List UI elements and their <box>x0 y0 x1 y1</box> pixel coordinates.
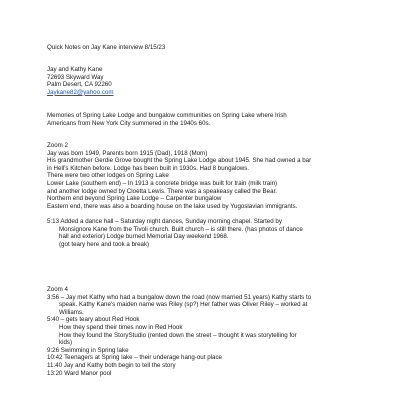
entry-513-line: (got teary here and took a break) <box>59 240 150 248</box>
entry-513-line: Monsignore Kane from the Tivoli church. Built church – is still there. (has photos of dance <box>59 225 303 233</box>
contact-block <box>47 66 370 96</box>
zoom4-entry: speak. Kathy Kane's maiden name was Riley (sp?) Her father was Oliver Riley – worked at <box>59 301 308 309</box>
zoom2-line: in Hell's Kitchen before. Lodge has been built in 1930s. Had 8 bungalows. <box>47 164 250 172</box>
zoom2-line: Lower Lake (southern end) – In 1913 a concrete bridge was built for train (milk train) <box>47 179 278 187</box>
intro-block <box>47 112 370 127</box>
zoom4-entry: kids) <box>59 339 73 347</box>
zoom4-entry: 10:42 Teenagers at Spring lake – their underage hang-out place <box>47 354 222 362</box>
zoom2-line: His grandmother Gerdie Grove bought the Spring Lake Lodge about 1945. She had owned a bar <box>47 157 312 165</box>
zoom4-entry: 9:26 Swimming in Spring lake <box>47 346 129 354</box>
zoom4-entry: 11:40 Jay and Kathy both begin to tell the story <box>47 361 176 369</box>
zoom2-line: and another lodge owned by Cloetta Lewis. There was a speakeasy called the Bear. <box>47 187 278 195</box>
intro-line: Memories of Spring Lake Lodge and bungalow communities on Spring Lake where Irish <box>47 112 287 119</box>
contact-city: Palm Desert, CA 92260 <box>47 81 112 89</box>
zoom2-line: There were two other lodges on Spring Lake <box>47 172 169 180</box>
zoom4-entry: 5:40 – gets teary about Red Hook <box>47 316 140 324</box>
zoom2-section <box>47 142 370 210</box>
contact-names: Jay and Kathy Kane <box>47 66 103 73</box>
zoom2-line: Northern end beyond Spring Lake Lodge – Carpenter bungalow <box>47 195 222 203</box>
contact-email-link[interactable]: Jaykane82@yahoo.com <box>47 88 114 96</box>
zoom2-heading: Zoom 2 <box>47 142 68 149</box>
zoom4-heading: Zoom 4 <box>47 286 68 293</box>
entry-513-block <box>47 218 370 248</box>
contact-street: 72693 Skyward Way <box>47 73 104 81</box>
zoom4-entry: Williams. <box>59 308 84 316</box>
zoom4-entry: How they found the StoryStudio (rented down the street – thought it was storytelling for <box>59 331 297 339</box>
zoom2-line: Jay was born 1949, Parents born 1915 (Dad), 1918 (Mom) <box>47 149 208 157</box>
zoom2-line: Eastern end, there was also a boarding house on the lake used by Yugoslavian immigrants. <box>47 202 298 210</box>
entry-513-line: 5:13 Added a dance hall – Saturday night dances, Sunday morning chapel. Started by <box>47 218 282 225</box>
zoom4-entry: 3:56 – Jay met Kathy who had a bungalow down the road (now married 51 years) Kathy starts to <box>47 293 312 301</box>
zoom4-entry: 13:20 Ward Manor pool <box>47 369 112 377</box>
entry-513-line: hall and exterior) Lodge burned Memorial Day weekend 1968. <box>59 233 229 241</box>
intro-line: Americans from New York City summered in the 1940s 60s. <box>47 119 211 127</box>
zoom4-entry: How they spend their times now in Red Hook <box>59 323 183 331</box>
document-title: Quick Notes on Jay Kane interview 8/15/23 <box>47 44 166 51</box>
document-title-block <box>47 44 370 52</box>
zoom4-section <box>47 286 370 377</box>
